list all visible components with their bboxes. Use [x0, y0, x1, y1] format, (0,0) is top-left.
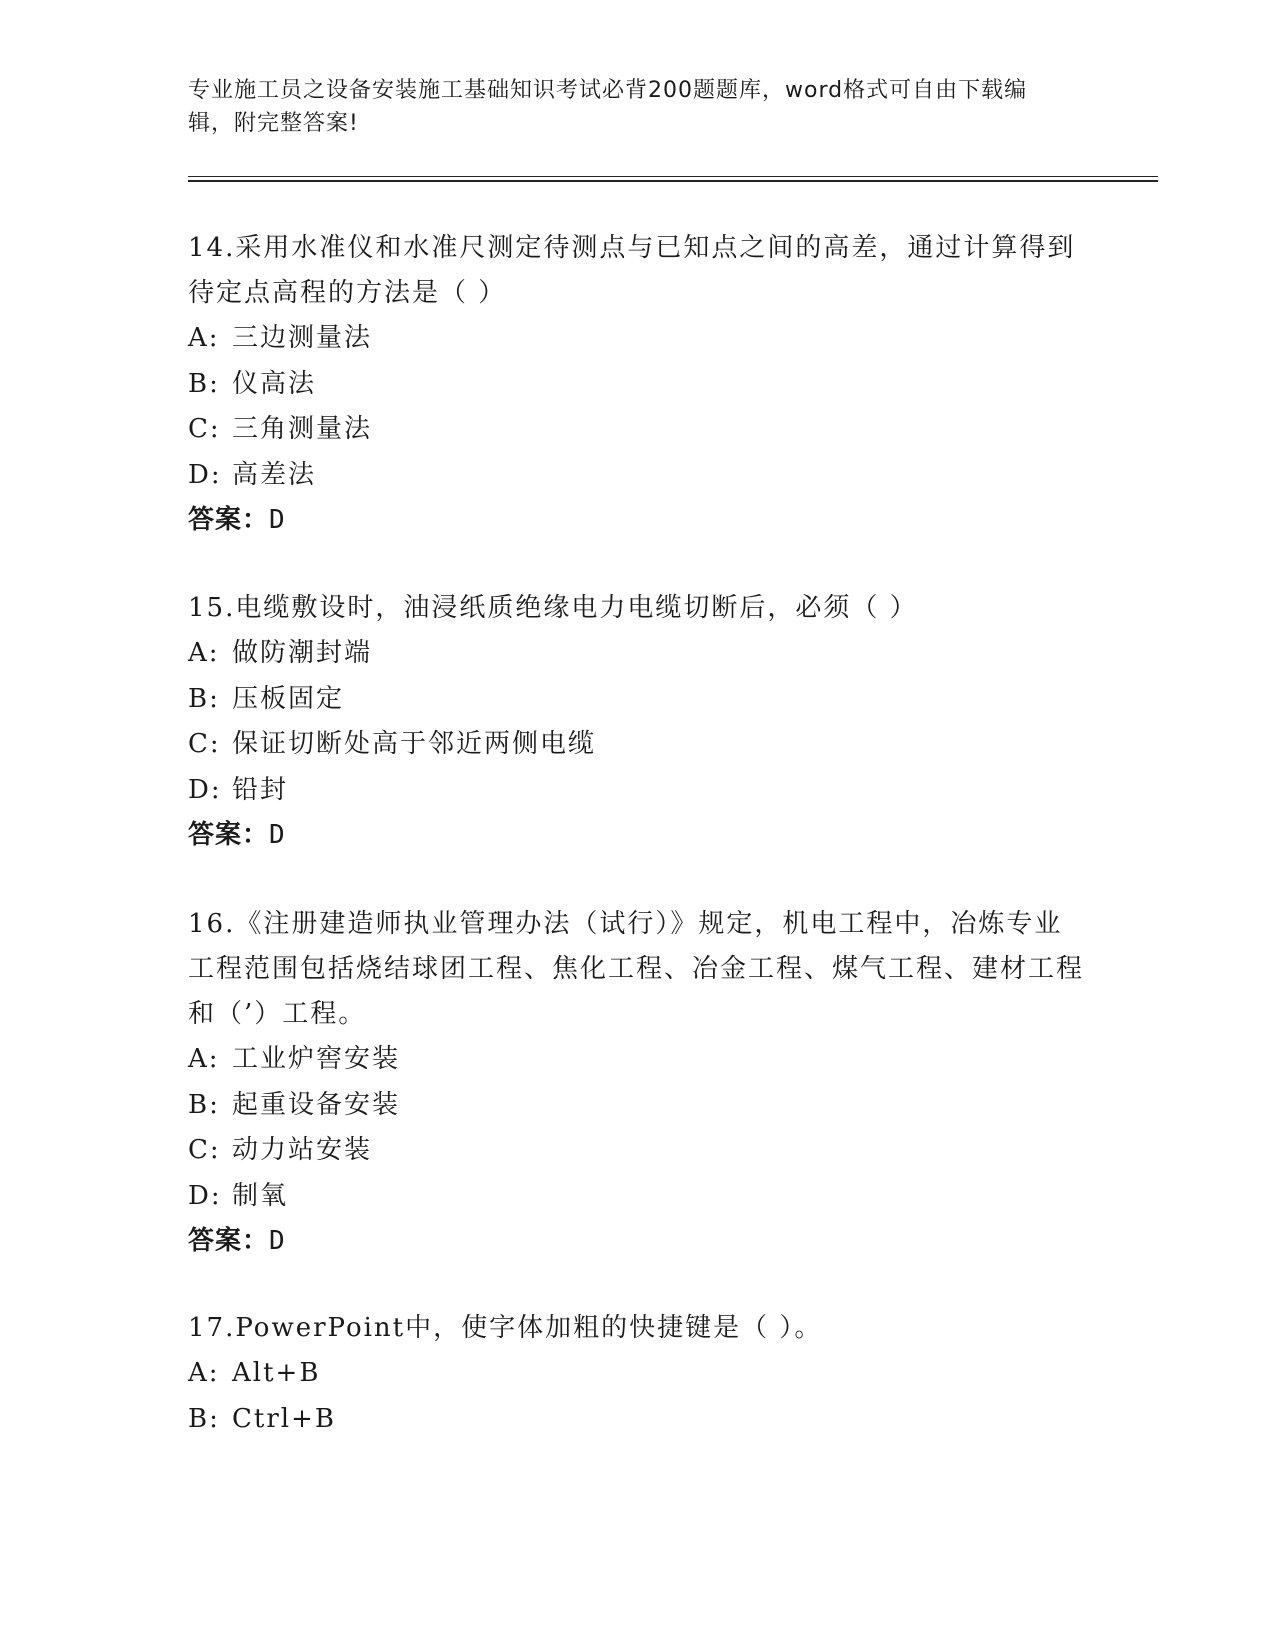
option-d [188, 1174, 1088, 1220]
document-header: 专业施工员之设备安装施工基础知识考试必背200题题库，word格式可自由下载编辑，附完整答案! [188, 78, 1028, 136]
option-text: 起重设备安装 [232, 1089, 401, 1120]
answer-line [188, 813, 1088, 859]
answer-line [188, 498, 1088, 544]
option-c [188, 722, 1088, 768]
answer-line [188, 1219, 1088, 1265]
option-text: 铅封 [232, 774, 289, 805]
option-d [188, 453, 1088, 499]
answer-label: 答案： [188, 505, 270, 535]
question-15 [188, 586, 1088, 859]
option-c [188, 407, 1088, 453]
option-a [188, 631, 1088, 677]
option-d [188, 768, 1088, 814]
question-stem: 15.电缆敷设时，油浸纸质绝缘电力电缆切断后，必须（ ） [188, 593, 918, 623]
answer-value: D [269, 505, 286, 535]
option-letter: C: [188, 414, 221, 444]
option-letter: A: [188, 1358, 220, 1388]
option-letter: A: [188, 323, 220, 353]
answer-label: 答案： [188, 1226, 270, 1256]
option-a [188, 316, 1088, 362]
option-a [188, 1351, 1088, 1397]
option-text: 压板固定 [232, 683, 345, 714]
option-text: 仪高法 [232, 368, 317, 399]
question-17 [188, 1306, 1088, 1442]
option-text: Ctrl+B [232, 1403, 336, 1434]
option-letter: D: [188, 459, 222, 490]
option-b [188, 1397, 1088, 1443]
option-a [188, 1037, 1088, 1083]
answer-label: 答案： [188, 820, 270, 850]
option-letter: D: [188, 774, 222, 805]
option-text: 制氧 [232, 1180, 289, 1211]
option-letter: D: [188, 1180, 222, 1211]
option-letter: B: [188, 683, 220, 714]
question-stem: 14.采用水准仪和水准尺测定待测点与已知点之间的高差，通过计算得到待定点高程的方法是（ ） [188, 233, 1076, 308]
option-text: 做防潮封端 [232, 638, 373, 668]
answer-value: D [269, 1226, 286, 1256]
option-b [188, 677, 1088, 723]
option-text: 三边测量法 [232, 323, 373, 353]
option-letter: C: [188, 1135, 221, 1165]
option-b [188, 362, 1088, 408]
question-stem: 17.PowerPoint中，使字体加粗的快捷键是（ ）。 [188, 1313, 823, 1343]
option-text: 三角测量法 [232, 414, 373, 444]
option-text: 动力站安装 [232, 1135, 373, 1165]
header-divider-thick [188, 180, 1158, 182]
option-letter: B: [188, 368, 220, 399]
answer-value: D [269, 820, 286, 850]
option-letter: C: [188, 729, 221, 759]
option-text: 高差法 [232, 459, 317, 490]
option-c [188, 1128, 1088, 1174]
header-divider-thin [188, 176, 1158, 177]
option-letter: B: [188, 1089, 220, 1120]
option-b [188, 1083, 1088, 1129]
option-text: Alt+B [232, 1358, 321, 1388]
option-letter: A: [188, 638, 220, 668]
option-text: 工业炉窖安装 [232, 1044, 401, 1074]
option-letter: B: [188, 1403, 220, 1434]
question-14 [188, 226, 1088, 544]
question-stem: 16.《注册建造师执业管理办法（试行）》规定，机电工程中，冶炼专业工程范围包括烧结球团工程、焦化工程、冶金工程、煤气工程、建材工程和（’）工程。 [188, 909, 1085, 1029]
option-text: 保证切断处高于邻近两侧电缆 [232, 729, 597, 759]
option-letter: A: [188, 1044, 220, 1074]
question-16 [188, 902, 1088, 1265]
